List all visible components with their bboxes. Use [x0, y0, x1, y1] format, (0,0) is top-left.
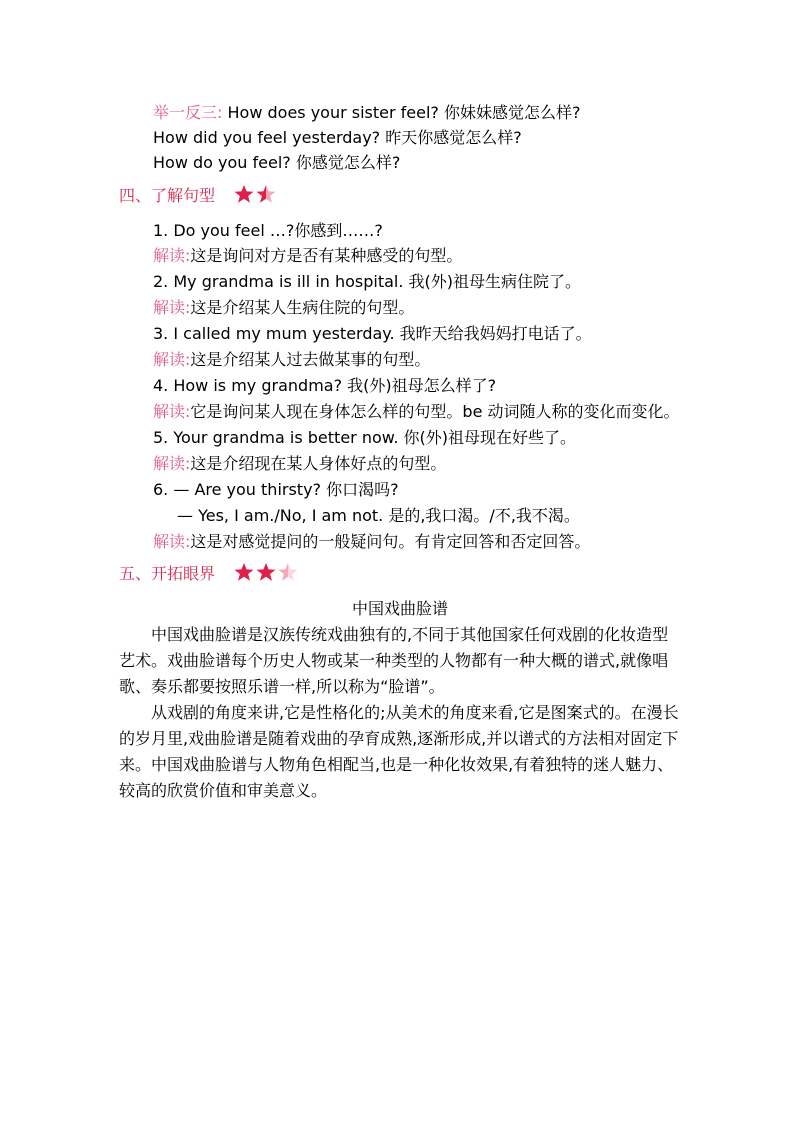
- pattern-4-sentence: 4. How is my grandma? 我(外)祖母怎么样了?: [153, 376, 497, 395]
- pattern-2-note: [153, 297, 414, 319]
- pattern-3-note: [153, 349, 430, 371]
- pattern-6-answer: — Yes, I am./No, I am not. 是的,我口渴。/不,我不渴。: [177, 506, 580, 525]
- section-4-heading: [119, 184, 278, 210]
- section-4-title: 四、了解句型: [119, 186, 216, 205]
- extension-line-1: [153, 102, 581, 124]
- note-text: 这是介绍现在某人身体好点的句型。: [190, 454, 447, 473]
- extension-line-3: How do you feel? 你感觉怎么样?: [153, 153, 401, 172]
- extension-line-2: How did you feel yesterday? 昨天你感觉怎么样?: [153, 128, 522, 147]
- section-5-heading: [119, 562, 300, 588]
- note-text: 这是对感觉提问的一般疑问句。有肯定回答和否定回答。: [190, 532, 591, 551]
- article-paragraph-1: 中国戏曲脸谱是汉族传统戏曲独有的,不同于其他国家任何戏剧的化妆造型艺术。戏曲脸谱每个历史人物或某一种类型的人物都有一种大概的谱式,就像唱歌、奏乐都要按照乐谱一样,所以称为“脸谱”。: [119, 625, 669, 696]
- pattern-6-question: 6. — Are you thirsty? 你口渴吗?: [153, 480, 399, 499]
- extension-label: 举一反三:: [153, 103, 223, 122]
- pattern-5-note: [153, 453, 446, 475]
- pattern-1-note: [153, 245, 462, 267]
- star-icon: [234, 562, 300, 582]
- note-text: 这是介绍某人生病住院的句型。: [190, 298, 415, 317]
- note-text: 它是询问某人现在身体怎么样的句型。be 动词随人称的变化而变化。: [190, 402, 680, 421]
- section-5-title: 五、开拓眼界: [119, 564, 216, 583]
- article-title: 中国戏曲脸谱: [351, 599, 448, 618]
- extension-text-1: How does your sister feel? 你妹妹感觉怎么样?: [227, 103, 581, 122]
- note-label: 解读:: [153, 298, 191, 317]
- note-text: 这是介绍某人过去做某事的句型。: [190, 350, 431, 369]
- pattern-2-sentence: 2. My grandma is ill in hospital. 我(外)祖母生病住院了。: [153, 272, 582, 291]
- rating-stars-2-5: [234, 562, 300, 588]
- pattern-5-sentence: 5. Your grandma is better now. 你(外)祖母现在好些了。: [153, 428, 577, 447]
- note-label: 解读:: [153, 350, 191, 369]
- note-label: 解读:: [153, 402, 191, 421]
- note-label: 解读:: [153, 246, 191, 265]
- pattern-3-sentence: 3. I called my mum yesterday. 我昨天给我妈妈打电话了。: [153, 324, 592, 343]
- note-label: 解读:: [153, 532, 191, 551]
- article-paragraph-2: 从戏剧的角度来讲,它是性格化的;从美术的角度来看,它是图案式的。在漫长的岁月里,戏曲脸谱是随着戏曲的孕育成熟,逐渐形成,并以谱式的方法相对固定下来。中国戏曲脸谱与人物角色相配当,也是一种化妆效果,有着独特的迷人魅力、较高的欣赏价值和审美意义。: [119, 703, 679, 800]
- star-icon: [234, 184, 278, 204]
- note-label: 解读:: [153, 454, 191, 473]
- rating-stars-1-5: [234, 184, 278, 210]
- pattern-4-note: [153, 401, 680, 423]
- pattern-1-sentence: 1. Do you feel …?你感到……?: [153, 221, 383, 240]
- pattern-6-note: [153, 531, 590, 553]
- note-text: 这是询问对方是否有某种感受的句型。: [190, 246, 463, 265]
